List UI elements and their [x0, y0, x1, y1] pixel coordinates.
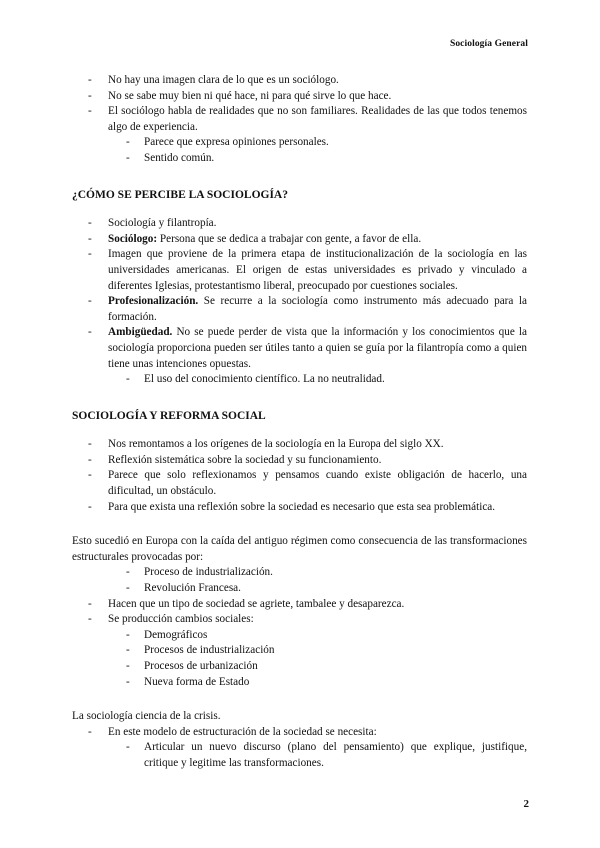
list-item: - Reflexión sistemática sobre la sociedad y su funcionamiento. — [72, 453, 527, 469]
list-item — [72, 725, 527, 772]
sublist-item: - Parece que expresa opiniones personales. — [72, 135, 527, 151]
intro-sublist — [72, 135, 527, 166]
list-item: - Para que exista una reflexión sobre la sociedad es necesario que esta sea problemática. — [72, 500, 527, 516]
list-item: - Sociología y filantropía. — [72, 216, 527, 232]
paragraph-ciencia-crisis: La sociología ciencia de la crisis. — [72, 710, 221, 723]
page-number: 2 — [523, 798, 529, 810]
list-item — [72, 104, 527, 166]
paragraph-antiguo-regimen: Esto sucedió en Europa con la caída del antiguo régimen como consecuencia de las transformaciones estructurales provocadas por: — [72, 535, 527, 563]
term-profesionalizacion: Profesionalización. — [108, 295, 199, 308]
section-heading-percepcion: ¿CÓMO SE PERCIBE LA SOCIOLOGÍA? — [72, 188, 288, 201]
causes-sublist — [72, 565, 527, 596]
intro-list — [72, 73, 527, 167]
list-item — [72, 612, 527, 690]
list-item: - Parece que solo reflexionamos y pensamos cuando existe obligación de hacerlo, una dificultad, un obstáculo. — [72, 468, 527, 499]
running-header: Sociología General — [449, 39, 528, 49]
section-heading-reforma-social: SOCIOLOGÍA Y REFORMA SOCIAL — [72, 409, 266, 422]
list-item — [72, 232, 527, 248]
term-sociologo: Sociólogo: — [108, 232, 158, 245]
sublist-item: - El uso del conocimiento científico. La no neutralidad. — [72, 372, 527, 388]
sublist-item: - Revolución Francesa. — [72, 581, 527, 597]
term-ambiguedad: Ambigüedad. — [108, 326, 173, 339]
list-item — [72, 294, 527, 325]
list-item: - No hay una imagen clara de lo que es un sociólogo. — [72, 73, 527, 89]
list-item — [72, 325, 527, 387]
list-item: - Nos remontamos a los orígenes de la sociología en la Europa del siglo XX. — [72, 437, 527, 453]
sublist-item: - Nueva forma de Estado — [72, 675, 527, 691]
changes-sublist — [72, 628, 527, 690]
sublist-item: - Demográficos — [72, 628, 527, 644]
list-item: - No se sabe muy bien ni qué hace, ni para qué sirve lo que hace. — [72, 89, 527, 105]
definition-text: No se puede perder de vista que la información y los conocimientos que la sociología proporciona pueden ser útiles tanto a quien se guía por la filantropía como a quien tiene unas intenciones opuestas. — [108, 326, 527, 370]
definition-text: Persona que se dedica a trabajar con gente, a favor de ella. — [157, 232, 422, 245]
effects-list — [72, 597, 527, 691]
sublist-item: - Sentido común. — [72, 151, 527, 167]
sublist-item: - Procesos de urbanización — [72, 659, 527, 675]
percepcion-sublist — [72, 372, 527, 388]
reforma-list — [72, 437, 527, 515]
page-content — [72, 73, 527, 772]
crisis-sublist — [72, 740, 527, 771]
percepcion-list — [72, 216, 527, 388]
list-item-text: El sociólogo habla de realidades que no son familiares. Realidades de las que todos tenemos algo de experiencia. — [108, 105, 527, 133]
crisis-list — [72, 725, 527, 772]
list-item: - Imagen que proviene de la primera etapa de institucionalización de la sociología en las universidades americanas. El origen de estas universidades es privado y vinculado a diferentes Iglesias, protestantismo liberal, preocupado por cuestiones sociales. — [72, 247, 527, 294]
definition-text: Se recurre a la sociología como instrumento más adecuado para la formación. — [108, 295, 527, 323]
list-item-text: En este modelo de estructuración de la sociedad se necesita: — [108, 725, 377, 738]
sublist-item: - Proceso de industrialización. — [72, 565, 527, 581]
sublist-item: - Articular un nuevo discurso (plano del pensamiento) que explique, justifique, critique y legitime las transformaciones. — [72, 740, 527, 771]
list-item-text: Se producción cambios sociales: — [108, 613, 254, 626]
sublist-item: - Procesos de industrialización — [72, 643, 527, 659]
list-item: - Hacen que un tipo de sociedad se agriete, tambalee y desaparezca. — [72, 597, 527, 613]
